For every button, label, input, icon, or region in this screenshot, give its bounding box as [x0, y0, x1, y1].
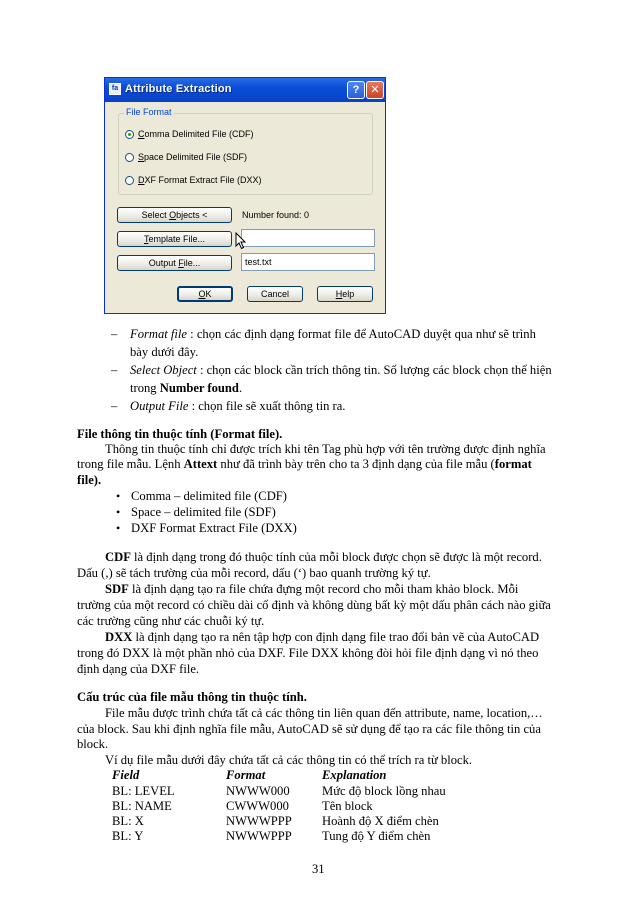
- output-file-button[interactable]: Output File...: [117, 255, 232, 271]
- number-found: Number found: 0: [242, 210, 310, 220]
- table-cell: BL: X: [112, 814, 144, 828]
- ok-button[interactable]: OK: [177, 286, 233, 302]
- dash-item-continuation: trong Number found.: [130, 381, 243, 395]
- radio-cdf[interactable]: [125, 129, 254, 139]
- radio-selected-icon[interactable]: [125, 130, 134, 139]
- paragraph-line: các trường cũng như các chuỗi ký tự.: [77, 614, 265, 628]
- dash-marker: –: [111, 363, 118, 377]
- radio-sdf-label: Space Delimited File (SDF): [138, 152, 248, 162]
- table-header-field: Field: [112, 768, 140, 782]
- radio-dxx-label: DXF Format Extract File (DXX): [138, 175, 262, 185]
- app-icon: fa: [109, 83, 121, 95]
- table-header-format: Format: [226, 768, 266, 782]
- dash-item-select-object: Select Object : chọn các block cần trích thông tin. Số lượng các block chọn thể hiện: [130, 363, 552, 377]
- table-header-explanation: Explanation: [322, 768, 387, 782]
- radio-icon[interactable]: [125, 176, 134, 185]
- dash-marker: –: [111, 327, 118, 341]
- table-cell: NWWW000: [226, 784, 290, 798]
- paragraph-line: File mẫu được trình chứa tất cả các thông tin liên quan đến attribute, name, location,…: [105, 706, 543, 720]
- list-item: DXF Format Extract File (DXX): [131, 521, 297, 535]
- template-file-field[interactable]: [241, 229, 375, 247]
- table-cell: Hoành độ X điểm chèn: [322, 814, 439, 828]
- radio-icon[interactable]: [125, 153, 134, 162]
- bullet-icon: •: [116, 505, 121, 519]
- file-format-label: File Format: [126, 107, 172, 117]
- radio-dxx[interactable]: [125, 175, 262, 185]
- page-number: 31: [312, 862, 325, 876]
- paragraph-line: trường của một record có chiều dài cố định và không dùng bất kỳ một dấu phân cách nào giữa: [77, 598, 551, 612]
- title-bar[interactable]: [105, 78, 385, 102]
- table-cell: NWWWPPP: [226, 829, 292, 843]
- bullet-icon: •: [116, 521, 121, 535]
- list-item: Comma – delimited file (CDF): [131, 489, 288, 503]
- paragraph-line: của block. Sau khi định nghĩa file mẫu, AutoCAD sẽ sử dụng để tạo ra các file thông tin của: [77, 722, 541, 736]
- dash-item-output-file: Output File : chọn file sẽ xuất thông tin ra.: [130, 399, 346, 413]
- table-cell: Mức độ block lồng nhau: [322, 784, 446, 798]
- paragraph-line: CDF là định dạng trong đó thuộc tính của mỗi block được chọn sẽ được là một record.: [105, 550, 542, 564]
- paragraph-line: DXX là định dạng tạo ra nên tập hợp con định dạng file trao đổi bản vẽ của AutoCAD: [105, 630, 540, 644]
- template-file-button[interactable]: Template File...: [117, 231, 232, 247]
- list-item: Space – delimited file (SDF): [131, 505, 276, 519]
- section-heading: File thông tin thuộc tính (Format file).: [77, 427, 283, 441]
- cancel-button[interactable]: Cancel: [247, 286, 303, 302]
- paragraph-line: định dạng của DXF file.: [77, 662, 200, 676]
- paragraph-line: block.: [77, 737, 109, 751]
- select-objects-button[interactable]: Select Objects <: [117, 207, 232, 223]
- dialog-title: Attribute Extraction: [125, 83, 232, 95]
- paragraph-line: file).: [77, 473, 102, 487]
- attribute-extraction-dialog: [104, 77, 386, 314]
- output-file-field[interactable]: test.txt: [241, 253, 375, 271]
- radio-cdf-label: Comma Delimited File (CDF): [138, 129, 254, 139]
- help-button[interactable]: Help: [317, 286, 373, 302]
- table-cell: BL: NAME: [112, 799, 172, 813]
- table-cell: BL: LEVEL: [112, 784, 175, 798]
- table-cell: Tung độ Y điểm chèn: [322, 829, 431, 843]
- paragraph-line: trong đó DXX là một phần nhỏ của DXF. File DXX không đòi hỏi file định dạng vì nó theo: [77, 646, 539, 660]
- table-cell: Tên block: [322, 799, 373, 813]
- paragraph-line: SDF là định dạng tạo ra file chứa đựng một record cho mỗi tham khảo block. Mỗi: [105, 582, 519, 596]
- radio-sdf[interactable]: [125, 152, 247, 162]
- mouse-cursor-icon: [235, 232, 247, 250]
- dash-marker: –: [111, 399, 118, 413]
- paragraph-line: Thông tin thuộc tính chỉ được trích khi tên Tag phù hợp với tên trường được định nghĩa: [105, 442, 546, 456]
- help-title-button[interactable]: ?: [347, 81, 365, 99]
- dash-item-continuation: bày dưới đây.: [130, 345, 199, 359]
- table-cell: NWWWPPP: [226, 814, 292, 828]
- section-heading: Cấu trúc của file mẫu thông tin thuộc tính.: [77, 690, 307, 704]
- paragraph-line: Ví dụ file mẫu dưới đây chứa tất cả các thông tin có thể trích ra từ block.: [105, 753, 473, 767]
- paragraph-line: trong file mẫu. Lệnh Attext như đã trình bày trên cho ta 3 định dạng của file mẫu (format: [77, 457, 532, 471]
- table-cell: CWWW000: [226, 799, 289, 813]
- table-cell: BL: Y: [112, 829, 144, 843]
- dash-item-format-file: Format file : chọn các định dạng format file để AutoCAD duyệt qua như sẽ trình: [130, 327, 536, 341]
- close-icon[interactable]: ✕: [366, 81, 384, 99]
- bullet-icon: •: [116, 489, 121, 503]
- paragraph-line: Dấu (,) sẽ tách trường của mỗi record, dấu (‘) bao quanh trường ký tự.: [77, 566, 431, 580]
